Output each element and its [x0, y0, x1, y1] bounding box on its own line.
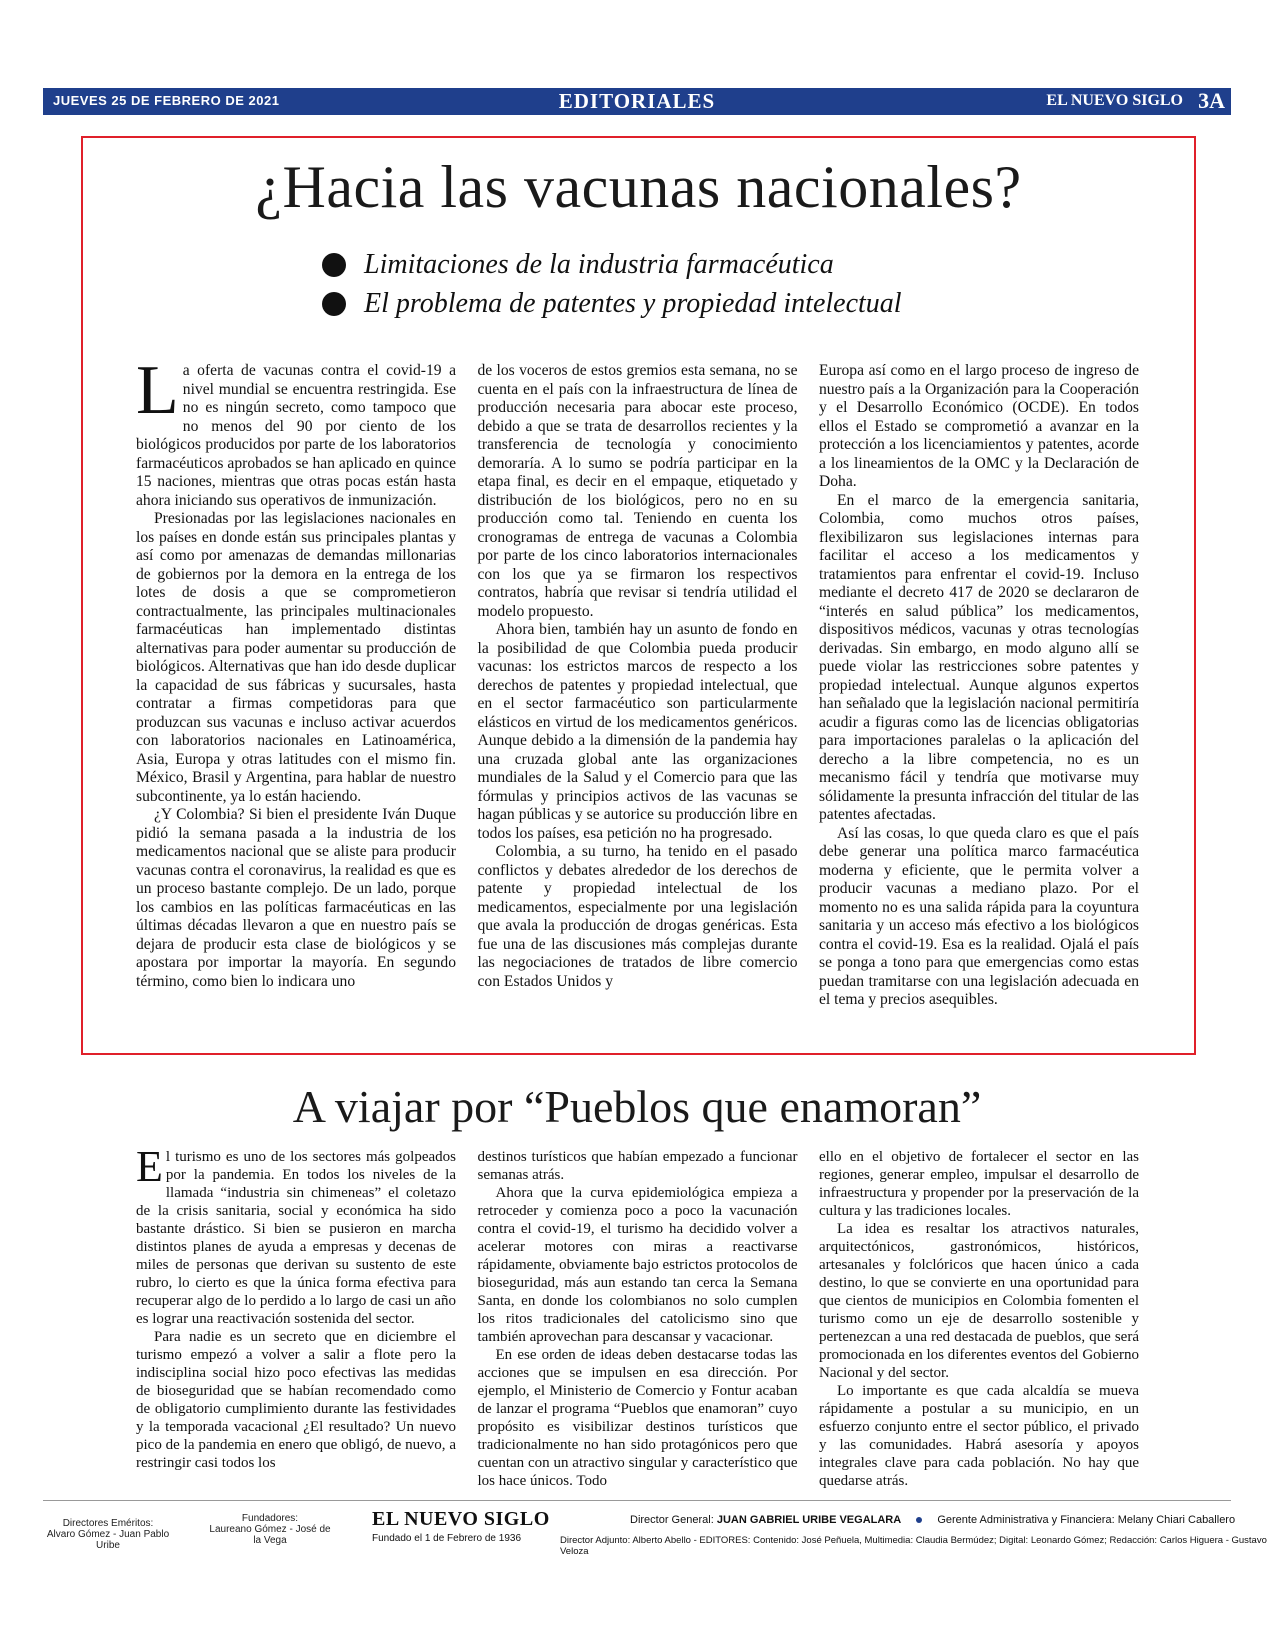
editorial2-column-3: [819, 1148, 1139, 1490]
paragraph: En ese orden de ideas deben destacarse todas las acciones que se impulsen en esa dirección. Por ejemplo, el Ministerio de Comercio y Fontur acaban de lanzar el programa “Pueblos que enamoran” cuyo propósito es visibilizar destinos turísticos que tradicionalmente no han sido protagónicos pero que cuentan con un atractivo singular y característico que los hace únicos. Todo: [477, 1347, 798, 1489]
editorial1-title: ¿Hacia las vacunas nacionales?: [255, 154, 1022, 220]
footer-emeritus: [43, 1518, 173, 1551]
founders-names: Laureano Gómez - José de la Vega: [209, 1524, 331, 1546]
bullet-text: El problema de patentes y propiedad intelectual: [364, 287, 902, 319]
header-date: JUEVES 25 DE FEBRERO DE 2021: [53, 93, 280, 108]
page-header-bar: [43, 88, 1231, 115]
editorial2-column-1: [136, 1142, 456, 1490]
director-label: Director General:: [630, 1514, 714, 1526]
paragraph: En el marco de la emergencia sanitaria, Colombia, como muchos otros países, flexibilizaron sus legislaciones internas para facilitar el acceso a los medicamentos y tratamientos para enfrentar el covid-19. Incluso mediante el decreto 417 de 2020 se declararon de “interés en salud pública” los medicamentos, dispositivos médicos, vacunas y otras tecnologías derivadas. Sin embargo, en modo alguno allí se puede violar las restricciones sobre patentes y propiedad intelectual. Aunque algunos expertos han señalado que la legislación nacional permitiría acudir a figuras como las de licencias obligatorias para importaciones paralelas o la aplicación del derecho a la libre competencia, no es un mecanismo fácil y tendría que motivarse muy sólidamente la presunta infracción del titular de las patentes afectadas.: [819, 491, 1139, 823]
paragraph: Lo importante es que cada alcaldía se mueva rápidamente a postular a su municipio, en un esfuerzo conjunto entre el sector público, el privado y las comunidades. Habrá asesoría y apoyos integrales clave para cada población. No hay que quedarse atrás.: [819, 1383, 1139, 1489]
header-section: EDITORIALES: [558, 89, 716, 113]
footer-founded: Fundado el 1 de Febrero de 1936: [372, 1533, 521, 1544]
editorial2-column-2: [478, 1148, 798, 1490]
director-name: JUAN GABRIEL URIBE VEGALARA: [716, 1514, 902, 1526]
header-page-number: 3A: [1198, 88, 1225, 113]
emeritus-label: Directores Eméritos:: [62, 1518, 154, 1529]
editorial2-title: A viajar por “Pueblos que enamoran”: [292, 1081, 982, 1132]
paragraph: Ahora bien, también hay un asunto de fondo en la posibilidad de que Colombia pueda producir vacunas: los estrictos marcos de respecto a los derechos de patentes y propiedad intelectual, que en el sector farmacéutico son particularmente elásticos en virtud de los medicamentos genéricos. Aunque debido a la dimensión de la pandemia hay una cruzada global ante las organizaciones mundiales de la Salud y el Comercio para que las fórmulas y principios activos de las vacunas se hagan públicas y se autorice su producción libre en todos los países, esa petición no ha progresado.: [477, 621, 798, 842]
bullet-item: [322, 284, 902, 323]
bullet-text: Limitaciones de la industria farmacéutica: [364, 248, 834, 280]
drop-cap: E: [136, 1142, 163, 1191]
manager-label: Gerente Administrativa y Financiera:: [937, 1514, 1115, 1526]
header-brand: EL NUEVO SIGLO: [1046, 92, 1183, 109]
emeritus-names: Alvaro Gómez - Juan Pablo Uribe: [46, 1529, 170, 1551]
paragraph: Ahora que la curva epidemiológica empieza a retroceder y comienza poco a poco la vacunación contra el covid-19, el turismo ha decidido volver a acelerar motores con miras a reactivarse rápidamente, obviamente bajo estrictos protocolos de bioseguridad, más aun estando tan cerca la Semana Santa, en donde los colombianos no solo cumplen los ritos tradicionales del catolicismo sino que también aprovechan para descansar y vacacionar.: [477, 1185, 798, 1345]
editorial1-column-3: [819, 362, 1139, 1010]
bullet-dot-icon: [322, 292, 346, 316]
separator-dot-icon: [916, 1517, 922, 1523]
paragraph: La idea es resaltar los atractivos naturales, arquitectónicos, gastronómicos, históricos, artesanales y folclóricos que hacen único a cada destino, lo que se convierte en una oportunidad para que cientos de municipios en Colombia fomenten el turismo como un eje de desarrollo sostenible y pertenezcan a una red destacada de pueblos, que será promocionada en los diferentes eventos del Gobierno Nacional y del sector.: [819, 1221, 1139, 1381]
editorial1-body: [136, 352, 1139, 1010]
footer-divider: [43, 1500, 1231, 1501]
editorial1-bullets: [322, 245, 902, 323]
paragraph: de los voceros de estos gremios esta semana, no se cuenta en el país con la infraestructura de línea de producción necesaria para abocar este proceso, debido a que se trata de desarrollos recientes y la transferencia de tecnología y conocimiento demoraría. A lo sumo se podría participar en la etapa final, es decir en el empaque, etiquetado y distribución de los biológicos, pero no en su producción como tal. Teniendo en cuenta los cronogramas de entrega de vacunas a Colombia por parte de los cinco laboratorios internacionales con los que ya se firmaron los respectivos contratos, habría que revisar si tendría utilidad el modelo propuesto.: [477, 362, 798, 620]
bullet-dot-icon: [322, 253, 346, 277]
manager-name: Melany Chiari Caballero: [1117, 1514, 1236, 1526]
drop-cap: L: [136, 352, 179, 429]
paragraph: ello en el objetivo de fortalecer el sector en las regiones, generar empleo, impulsar el desarrollo de infraestructura y propender por la preservación de la cultura y las tradiciones locales.: [819, 1149, 1139, 1219]
paragraph: Así las cosas, lo que queda claro es que el país debe generar una política marco farmacéutica moderna y eficiente, que le permita volver a producir vacunas a mediano plazo. Por el momento no es una salida rápida para la coyuntura sanitaria y un acceso más efectivo a los biológicos contra el covid-19. Esa es la realidad. Ojalá el país se ponga a tono para que emergencias como estas puedan tramitarse con una legislación adecuada en el tema y precios asequibles.: [819, 824, 1139, 1008]
editorial1-column-2: [478, 362, 798, 1010]
bullet-item: [322, 245, 902, 284]
footer-founders: [205, 1513, 335, 1546]
paragraph: Europa así como en el largo proceso de ingreso de nuestro país a la Organización para la Cooperación y el Desarrollo Económico (OCDE). En todos ellos el Estado se comprometió a avanzar en la protección a los licenciamientos y patentes, acorde a los lineamientos de la OMC y la Declaración de Doha.: [819, 362, 1139, 490]
paragraph: Colombia, a su turno, ha tenido en el pasado conflictos y debates alrededor de los derechos de patente y propiedad intelectual de los medicamentos, especialmente por una legislación que avala la producción de drogas genéricas. Esta fue una de las discusiones más complejas durante las negociaciones de tratados de libre comercio con Estados Unidos y: [477, 843, 798, 990]
paragraph: El turismo es uno de los sectores más golpeados por la pandemia. En todos los niveles de la llamada “industria sin chimeneas” el coletazo de la crisis sanitaria, social y económica ha sido bastante drástico. Si bien se pusieron en marcha distintos planes de ayuda a empresas y decenas de miles de personas que derivan su sustento de este rubro, lo cierto es que la única forma efectiva para recuperar algo de lo perdido a lo largo de casi un año es lograr una reactivación sostenida del sector.: [136, 1142, 456, 1327]
editorial2-body: [136, 1142, 1139, 1490]
paragraph: Presionadas por las legislaciones nacionales en los países en donde están sus principales plantas y así como por amenazas de demandas millonarias de gobiernos por la demora en la entrega de los lotes de dosis a que se comprometieron contractualmente, las principales multinacionales farmacéuticas han implementado distintas alternativas para poder aumentar su producción de biológicos. Alternativas que han ido desde duplicar la capacidad de sus fábricas y sucursales, hasta contratar a firmas competidoras para que produzcan sus vacunas e incluso activar acuerdos con laboratorios nacionales en Latinoamérica, Asia, Europa y otras latitudes con el mismo fin. México, Brasil y Argentina, para hablar de nuestro subcontinente, ya lo están haciendo.: [136, 510, 456, 805]
paragraph: ¿Y Colombia? Si bien el presidente Iván Duque pidió la semana pasada a la industria de los medicamentos nacional que se aliste para producir vacunas contra el coronavirus, la realidad es que es un proceso bastante complejo. De un lado, porque los cambios en las políticas farmacéuticas en las últimas décadas llevaron a que en nuestro país se dejara de producir esta clase de biológicos y se apostara por importar la mayoría. En segundo término, como bien lo indicara uno: [136, 806, 456, 990]
editorial1-column-1: [136, 352, 456, 1010]
footer-logo: EL NUEVO SIGLO: [372, 1508, 550, 1530]
footer-directors: [630, 1514, 1235, 1526]
paragraph: Para nadie es un secreto que en diciembre el turismo empezó a volver a salir a flote pero la indisciplina social hizo poco efectivas las medidas de bioseguridad que se habían recomendado como de obligatorio cumplimiento durante las festividades y la temporada vacacional ¿El resultado? Un nuevo pico de la pandemia en enero que obligó, de nuevo, a restringir casi todos los: [136, 1329, 456, 1471]
paragraph: La oferta de vacunas contra el covid-19 a nivel mundial se encuentra restringida. Ese no es ningún secreto, como tampoco que no menos del 90 por ciento de los biológicos producidos por parte de los laboratorios farmacéuticos aprobados se han aplicado en quince 15 naciones, mientras que otras pocas están hasta ahora iniciando sus operativos de inmunización.: [136, 352, 456, 509]
footer-staff-line: Director Adjunto: Alberto Abello - EDITORES: Contenido: José Peñuela, Multimedia: Claudia Bermúdez; Digital: Leonardo Gómez; Redacción: Carlos Higuera - Gustavo Veloza: [560, 1535, 1267, 1557]
founders-label: Fundadores:: [241, 1513, 299, 1524]
paragraph: destinos turísticos que habían empezado a funcionar semanas atrás.: [477, 1149, 798, 1183]
